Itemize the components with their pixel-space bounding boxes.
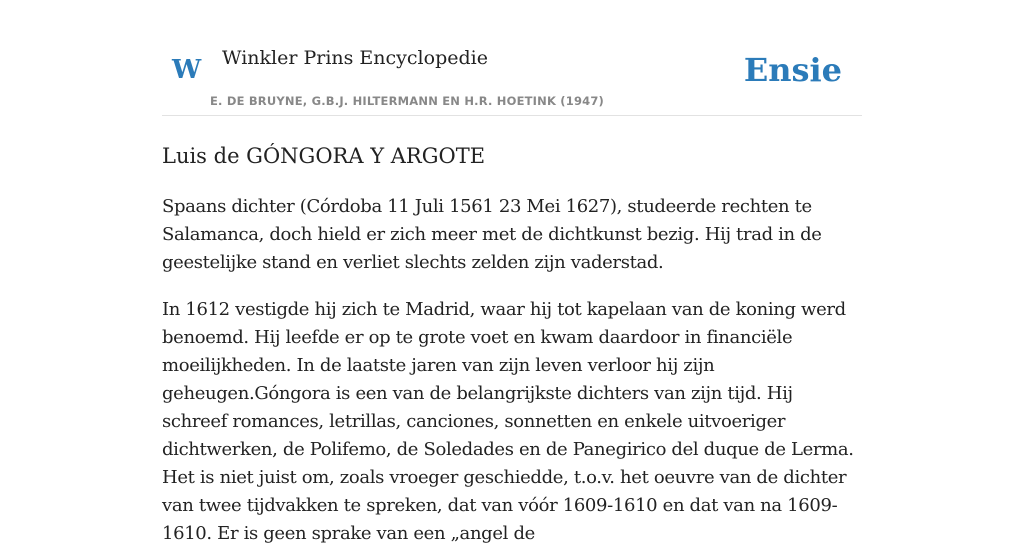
article-paragraph: Spaans dichter (Córdoba 11 Juli 1561 23 Mei 1627), studeerde rechten te Salamanca, doch hield er zich meer met de dichtkunst bezig. Hij trad in de geestelijke stand en verliet slechts zelden zijn vaderstad. xyxy=(162,196,822,273)
ensie-logo[interactable]: Ensie xyxy=(743,51,842,89)
source-authors: E. DE BRUYNE, G.B.J. HILTERMANN EN H.R. HOETINK (1947) xyxy=(210,94,605,108)
page-container xyxy=(162,0,862,548)
winkler-prins-logo-icon[interactable]: W xyxy=(172,55,202,85)
article-title: Luis de GÓNGORA Y ARGOTE xyxy=(162,144,486,168)
site-header xyxy=(162,0,862,116)
source-title[interactable]: Winkler Prins Encyclopedie xyxy=(222,47,488,69)
article-paragraph: In 1612 vestigde hij zich te Madrid, waar hij tot kapelaan van de koning werd benoemd. Hij leefde er op te grote voet en kwam daardoor in financiële moeilijkheden. In de laatste jaren van zijn leven verloor hij zijn geheugen.Góngora is een van de belangrijkste dichters van zijn tijd. Hij schreef romances, letrillas, canciones, sonnetten en enkele uitvoeriger dichtwerken, de Polifemo, de Soledades en de Panegirico del duque de Lerma. Het is niet juist om, zoals vroeger geschiedde, t.o.v. het oeuvre van de dichter van twee tijdvakken te spreken, dat van vóór 1609-1610 en dat van na 1609-1610. Er is geen sprake van een „angel de xyxy=(162,299,854,544)
